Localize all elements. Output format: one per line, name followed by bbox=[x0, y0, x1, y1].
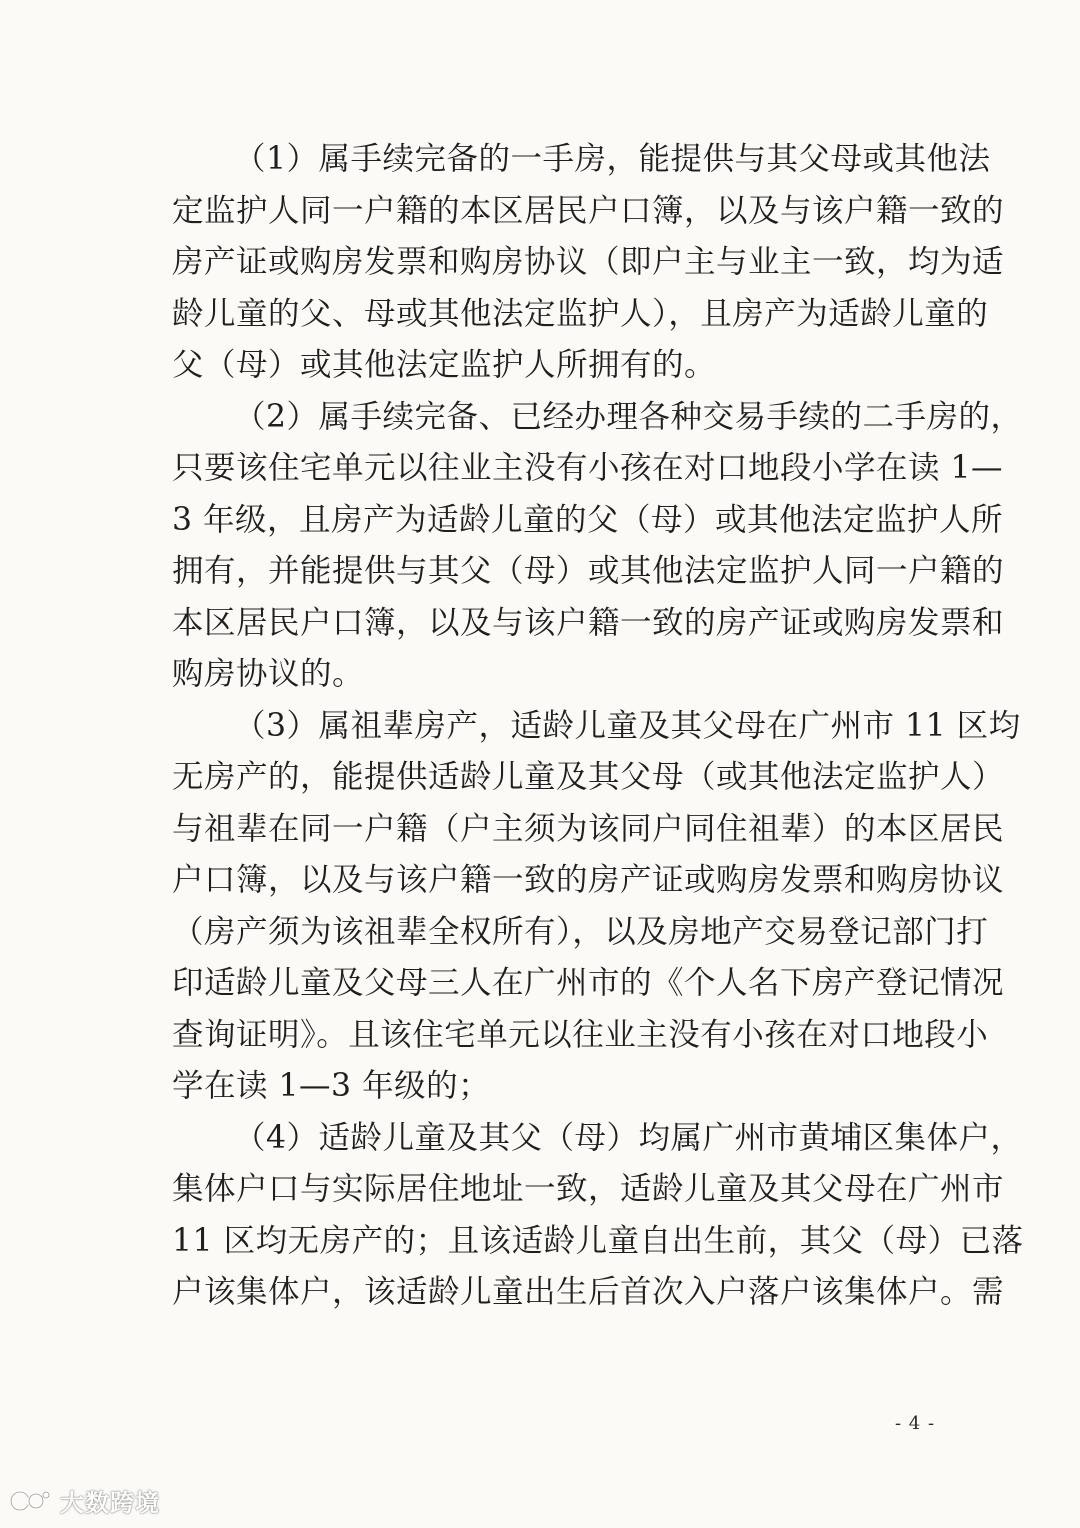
watermark-logo-icon bbox=[8, 1481, 52, 1519]
text-line: 父（母）或其他法定监护人所拥有的。 bbox=[172, 347, 717, 383]
watermark-text: 大数跨境 bbox=[60, 1488, 160, 1517]
text-line: 只要该住宅单元以往业主没有小孩在对口地段小学在读 1— bbox=[172, 450, 1004, 486]
paragraph-2 bbox=[172, 392, 1023, 701]
text-line: 定监护人同一户籍的本区居民户口簿，以及与该户籍一致的 bbox=[172, 192, 1005, 229]
document-body bbox=[172, 134, 1024, 1319]
text-line: 11 区均无房产的；且该适龄儿童自出生前，其父（母）已落 bbox=[172, 1222, 1024, 1259]
text-line: 拥有，并能提供与其父（母）或其他法定监护人同一户籍的 bbox=[172, 553, 1005, 589]
text-line: （4）适龄儿童及其父（母）均属广州市黄埔区集体户， bbox=[234, 1119, 1023, 1156]
text-line: （房产须为该祖辈全权所有），以及房地产交易登记部门打 bbox=[172, 913, 989, 950]
text-line: 龄儿童的父、母或其他法定监护人），且房产为适龄儿童的 bbox=[172, 295, 989, 332]
text-line: 学在读 1—3 年级的； bbox=[172, 1068, 491, 1104]
text-line: 购房协议的。 bbox=[172, 656, 365, 692]
text-line: （2）属手续完备、已经办理各种交易手续的二手房的， bbox=[234, 398, 1023, 435]
text-line: 印适龄儿童及父母三人在广州市的《个人名下房产登记情况 bbox=[172, 965, 1005, 1001]
text-line: 户该集体户，该适龄儿童出生后首次入户落户该集体户。需 bbox=[172, 1274, 1005, 1310]
paragraph-1 bbox=[172, 134, 1005, 392]
text-line: （3）属祖辈房产，适龄儿童及其父母在广州市 11 区均 bbox=[234, 707, 1021, 744]
text-line: 与祖辈在同一户籍（户主须为该同户同住祖辈）的本区居民 bbox=[172, 810, 1005, 847]
text-line: 查询证明》。且该住宅单元以往业主没有小孩在对口地段小 bbox=[172, 1016, 989, 1053]
paragraph-3 bbox=[172, 701, 1021, 1113]
text-line: 本区居民户口簿，以及与该户籍一致的房产证或购房发票和 bbox=[172, 604, 1005, 641]
paragraph-4 bbox=[172, 1113, 1024, 1319]
text-line: 户口簿，以及与该户籍一致的房产证或购房发票和购房协议 bbox=[172, 862, 1005, 898]
text-line: （1）属手续完备的一手房，能提供与其父母或其他法 bbox=[234, 141, 991, 177]
watermark bbox=[8, 1478, 160, 1522]
text-line: 房产证或购房发票和购房协议（即户主与业主一致，均为适 bbox=[172, 244, 1005, 280]
text-line: 无房产的，能提供适龄儿童及其父母（或其他法定监护人） bbox=[172, 759, 1005, 795]
page-number: - 4 - bbox=[895, 1413, 936, 1434]
text-line: 集体户口与实际居住地址一致，适龄儿童及其父母在广州市 bbox=[172, 1171, 1005, 1207]
text-line: 3 年级，且房产为适龄儿童的父（母）或其他法定监护人所 bbox=[172, 501, 1004, 538]
